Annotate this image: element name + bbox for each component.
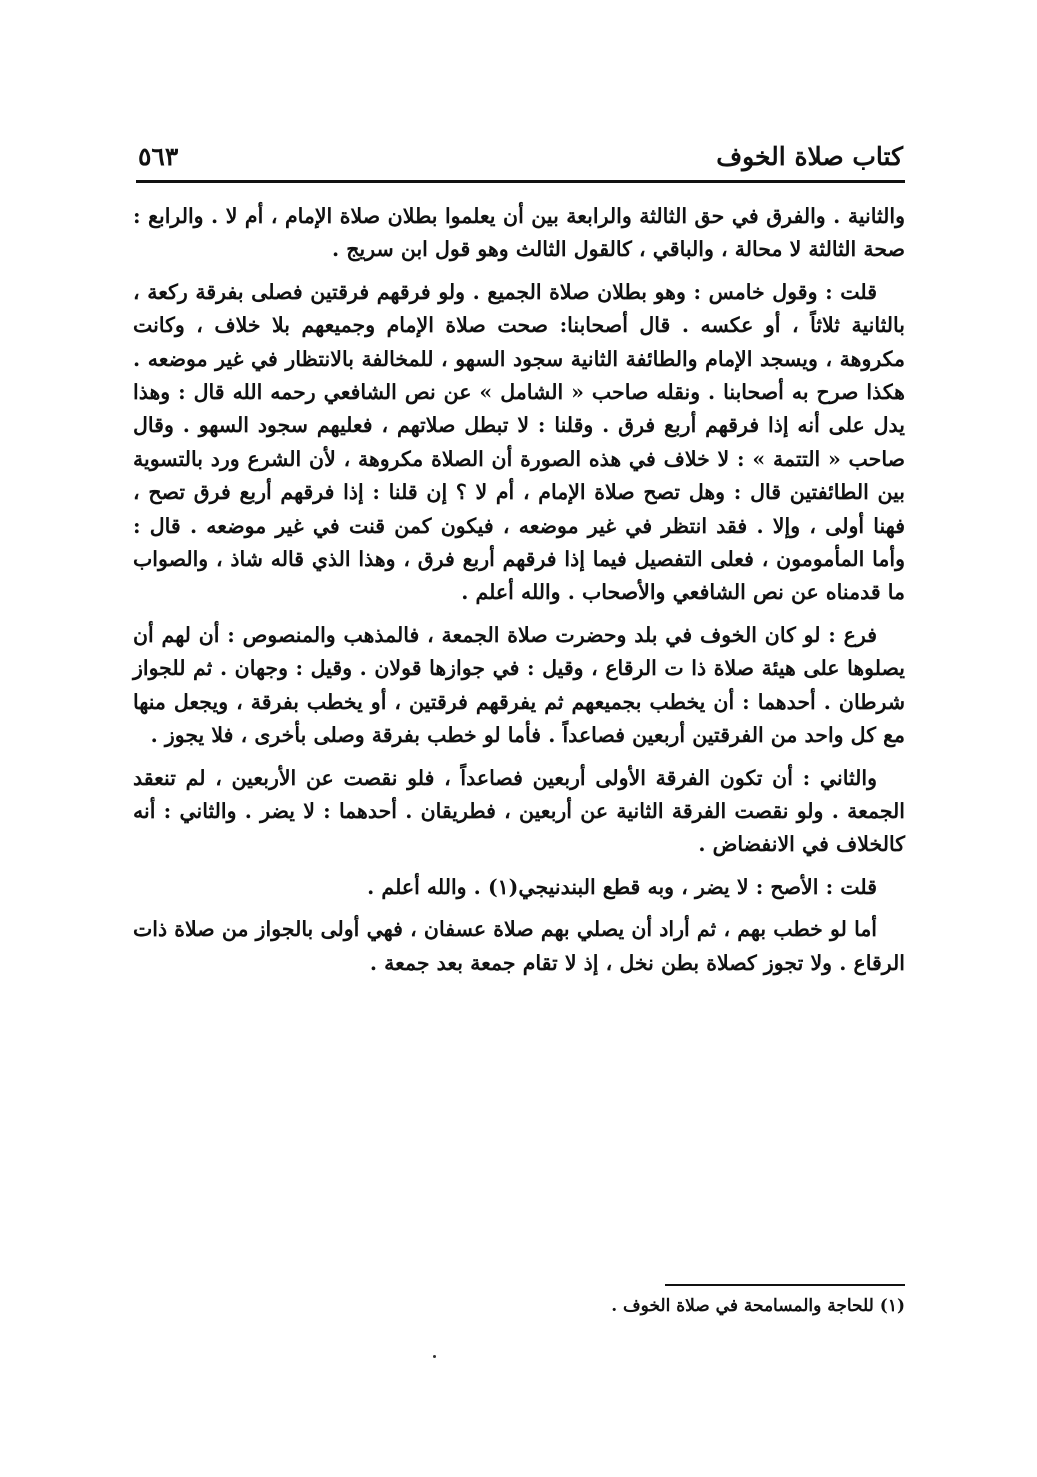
paragraph-gap <box>133 610 905 619</box>
paragraph-6: أما لو خطب بهم ، ثم أراد أن يصلي بهم صلاة عسفان ، فهي أولى بالجواز من صلاة ذات الرقاع . ولا تجوز كصلاة بطن نخل ، إذ لا تقام جمعة بعد جمعة . <box>133 917 905 975</box>
header-rule <box>136 180 905 183</box>
paragraph-gap <box>133 862 905 871</box>
paragraph-5: قلت : الأصح : لا يضر ، وبه قطع البندنيجي(١) . والله أعلم . <box>367 874 877 899</box>
paragraph-gap <box>133 267 905 276</box>
paragraph-gap <box>133 904 905 913</box>
paragraph-1: والثانية . والفرق في حق الثالثة والرابعة بين أن يعلموا بطلان صلاة الإمام ، أم لا . والرابع : صحة الثالثة لا محالة ، والباقي ، كالقول الثالث وهو قول ابن سريج . <box>133 204 905 262</box>
page-number: ٥٦٣ <box>138 142 179 171</box>
running-title: كتاب صلاة الخوف <box>716 142 903 171</box>
page-header <box>138 138 903 180</box>
paragraph-2: قلت : وقول خامس : وهو بطلان صلاة الجميع . ولو فرقهم فرقتين فصلى بفرقة ركعة ، بالثانية ثلاثاً ، أو عكسه . قال أصحابنا: صحت صلاة الإمام وجميعهم بلا خلاف ، وكانت مكروهة ، ويسجد الإمام والطائفة الثانية سجود السهو ، للمخالفة بالانتظار في غير موضعه . هكذا صرح به أصحابنا . ونقله صاحب « الشامل » عن نص الشافعي رحمه الله قال : وهذا يدل على أنه إذا فرقهم أربع فرق . وقلنا : لا تبطل صلاتهم ، فعليهم سجود السهو . وقال صاحب « التتمة » : لا خلاف في هذه الصورة أن الصلاة مكروهة ، لأن الشرع ورد بالتسوية بين الطائفتين قال : وهل تصح صلاة الإمام ، أم لا ؟ إن قلنا : إذا فرقهم أربع فرق تصح ، فهنا أولى ، وإلا . فقد انتظر في غير موضعه ، فيكون كمن قنت في غير موضعه . قال : وأما المأمومون ، فعلى التفصيل فيما إذا فرقهم أربع فرق ، وهذا الذي قاله شاذ ، والصواب ما قدمناه عن نص الشافعي والأصحاب . والله أعلم . <box>133 279 905 605</box>
paragraph-3: فرع : لو كان الخوف في بلد وحضرت صلاة الجمعة ، فالمذهب والمنصوص : أن لهم أن يصلوها على هيئة صلاة ذا ت الرقاع ، وقيل : في جوازها قولان . وقيل : وجهان . ثم للجواز شرطان . أحدهما : أن يخطب بجميعهم ثم يفرقهم فرقتين ، أو يخطب بفرقة ، ويجعل منها مع كل واحد من الفرقتين أربعين فصاعداً . فأما لو خطب بفرقة وصلى بأخرى ، فلا يجوز . <box>133 622 905 748</box>
paragraph-gap <box>133 753 905 762</box>
scan-speck <box>433 1355 436 1358</box>
paragraph-4: والثاني : أن تكون الفرقة الأولى أربعين فصاعداً ، فلو نقصت عن الأربعين ، لم تنعقد الجمعة . ولو نقصت الفرقة الثانية عن أربعين ، فطريقان . أحدهما : لا يضر . والثاني : أنه كالخلاف في الانفضاض . <box>133 765 905 857</box>
body-text <box>133 200 905 980</box>
footnote-rule <box>665 1284 905 1286</box>
footnote: (١) للحاجة والمسامحة في صلاة الخوف . <box>611 1296 905 1316</box>
